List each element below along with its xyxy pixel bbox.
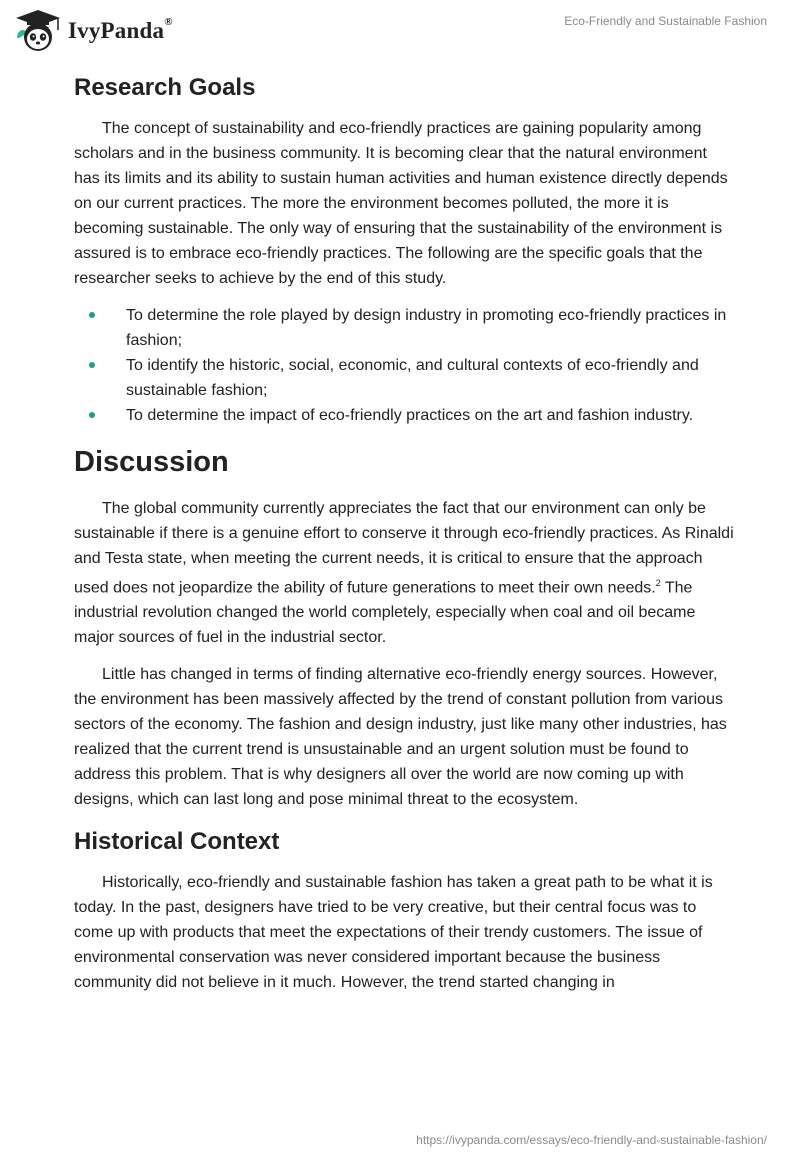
panda-mascot-icon bbox=[14, 8, 62, 54]
list-item: To determine the role played by design industry in promoting eco-friendly practices in fashion; bbox=[74, 303, 734, 353]
registered-mark: ® bbox=[164, 16, 173, 28]
essay-content bbox=[74, 70, 734, 1007]
heading-research-goals: Research Goals bbox=[74, 74, 256, 101]
historical-context-paragraph: Historically, eco-friendly and sustainable fashion has taken a great path to be what it is today. In the past, designers have tried to be very creative, but their central focus was to come up with products that meet the expectations of their trendy customers. The issue of environmental conservation was never considered important because the business community did not believe in it much. However, the trend started changing in bbox=[74, 874, 713, 992]
bullet-icon bbox=[89, 362, 95, 368]
heading-historical-context: Historical Context bbox=[74, 828, 280, 856]
footnote-reference[interactable]: 2 bbox=[655, 578, 661, 588]
ivypanda-logo[interactable] bbox=[14, 8, 173, 54]
list-item: To identify the historic, social, economic, and cultural contexts of eco-friendly and sustainable fashion; bbox=[74, 353, 734, 403]
list-item: To determine the impact of eco-friendly practices on the art and fashion industry. bbox=[74, 403, 734, 428]
page-header bbox=[0, 0, 800, 60]
bullet-icon bbox=[89, 312, 95, 318]
bullet-icon bbox=[89, 412, 95, 418]
heading-discussion: Discussion bbox=[74, 446, 229, 478]
running-title: Eco-Friendly and Sustainable Fashion bbox=[564, 14, 767, 28]
brand-name: IvyPanda® bbox=[68, 16, 173, 43]
research-goals-list bbox=[74, 303, 734, 428]
source-url[interactable]: https://ivypanda.com/essays/eco-friendly-and-sustainable-fashion/ bbox=[416, 1133, 767, 1147]
discussion-paragraph-2: Little has changed in terms of finding alternative eco-friendly energy sources. However, the environment has been massively affected by the trend of constant pollution from various sectors of the economy. The fashion and design industry, just like many other industries, has realized that the current trend is unsustainable and an urgent solution must be found to address this problem. That is why designers all over the world are now coming up with designs, which can last long and pose minimal threat to the ecosystem. bbox=[74, 666, 727, 809]
discussion-paragraph-1: The global community currently appreciates the fact that our environment can only be sustainable if there is a genuine effort to conserve it through eco-friendly practices. As Rinaldi and Testa state, when meeting the current needs, it is critical to ensure that the approach used does not jeopardize the ability of future generations to meet their own needs.$^2$ The industrial revolution changed the world completely, especially when coal and oil became major sources of fuel in the industrial sector. bbox=[74, 500, 734, 647]
research-goals-paragraph: The concept of sustainability and eco-friendly practices are gaining popularity among scholars and in the business community. It is becoming clear that the natural environment has its limits and its ability to sustain human activities and human existence directly depends on our current practices. The more the environment becomes polluted, the more it is becoming sustainable. The only way of ensuring that the sustainability of the environment is assured is to embrace eco-friendly practices. The following are the specific goals that the researcher seeks to achieve by the end of this study. bbox=[74, 120, 728, 287]
